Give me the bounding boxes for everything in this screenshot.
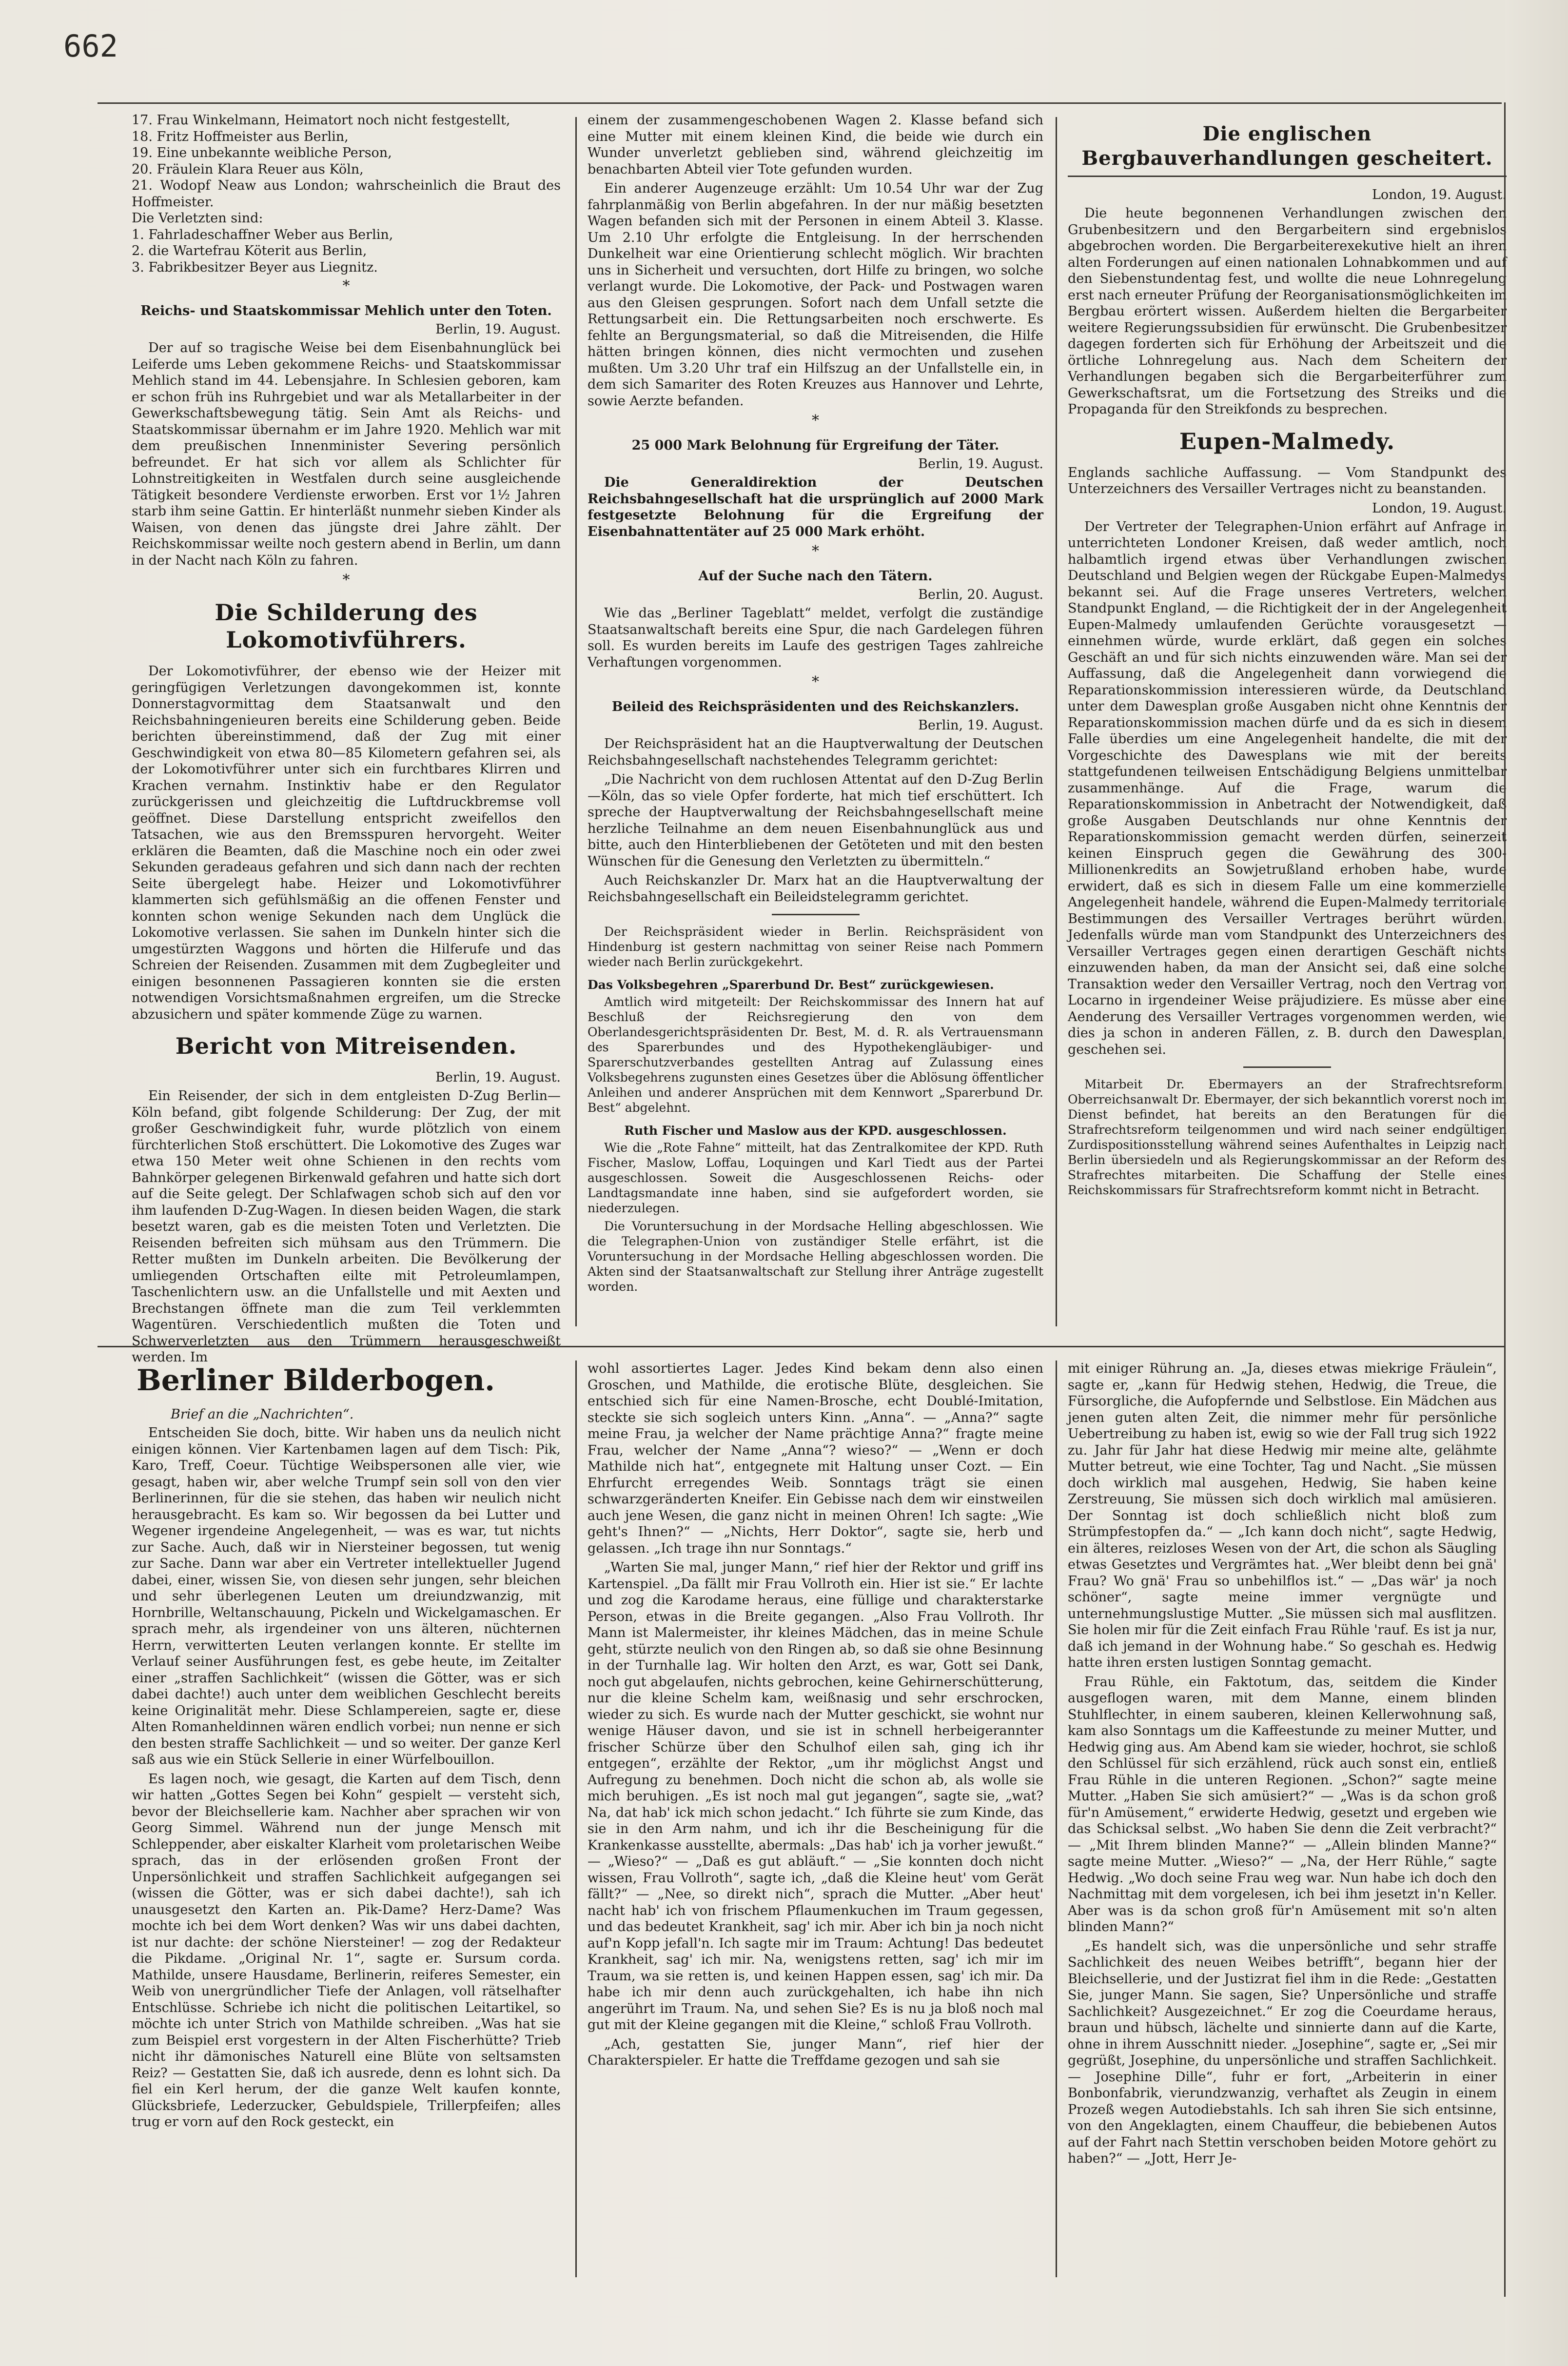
notice-paragraph: Die Voruntersuchung in der Mordsache Helling abgeschlossen. Wie die Telegraphen-Union von zuständiger Stelle erfährt, ist die Voruntersuchung in der Mordsache Helling abgeschlossen worden. Die Akten sind der Staatsanwaltschaft zur Stellung ihrer Anträge zugestellt worden. (588, 1219, 1043, 1294)
injured-list (132, 227, 561, 276)
short-rule (772, 914, 860, 915)
article-paragraph: Ein anderer Augenzeuge erzählt: Um 10.54 Uhr war der Zug fahrplanmäßig von Berlin abgefahren. In der nur mäßig besetzten Wagen befanden sich mit der Personen in einem Abteil 3. Klasse. Um 2.10 Uhr erfolgte die Entgleisung. In der herrschenden Dunkelheit war eine Orientierung schlecht möglich. Wir brachten uns in Sicherheit und versuchten, dort Hilfe zu bringen, wo solche verlangt wurde. Die Lokomotive, der Pack- und Postwagen waren aus den Gleisen gesprungen. Sofort nach dem Unfall setzte die Rettungsarbeit ein. Die Rettungsarbeiten noch erschwerte. Es fehlte an Bergungsmaterial, so daß die Mitreisenden, die Hilfe hätten bringen können, dies nicht vermochten und zusehen mußten. Um 3.20 Uhr traf ein Hilfszug an der Unfallstelle ein, in dem sich Samariter des Roten Kreuzes aus Hannover und Lehrte, sowie Aerzte befanden. (588, 181, 1043, 409)
eupen-headline: Eupen-Malmedy. (1179, 428, 1395, 454)
feuilleton-paragraph: „Es handelt sich, was die unpersönliche und sehr straffe Sachlichkeit des neuen Weibes betrifft“, begann hier der Bleichsellerie, und der Justizrat fiel ihm in die Rede: „Gestatten Sie, junger Mann. Sie sagen, Sie? Unpersönliche und straffe Sachlichkeit? Ausgezeichnet.“ Er zog die Coeurdame heraus, braun und hübsch, lächelte und sinnierte dann auf die Karte, ohne in ihrem Ausschnitt nieder. „Josephine“, sagte er, „Sei mir gegrüßt, Josephine, du unpersönliche und straffen Sachlichkeit. — Josephine Dille“, fuhr er fort, „Arbeiterin in einer Bonbonfabrik, vierundzwanzig, verhaftet als Zeugin in einem Prozeß wegen Autodiebstahls. Ich sah ihren Sie sich entsinne, von den Angeklagten, einem Chauffeur, die bebiebenen Autos auf der Fahrt nach Stettin verschoben beiden Motore gehört zu haben?“ — „Jott, Herr Je- (1068, 1938, 1497, 2166)
column-1 (132, 112, 561, 1365)
feuilleton-paragraph: „Warten Sie mal, junger Mann,“ rief hier der Rektor und griff ins Kartenspiel. „Da fällt mir Frau Vollroth ein. Hier ist sie.“ Er lachte und zog die Karodame heraus, eine füllige und charakterstarke Person, etwas in die Breite gegangen. „Also Frau Vollroth. Ihr Mann ist Malermeister, ihr kleines Mädchen, das in meine Schule geht, stürzte neulich von den Ringen ab, so daß sie ohne Besinnung in der Turnhalle lag. Wir holten den Arzt, es war, Gott sei Dank, noch gut abgelaufen, nichts gebrochen, keine Gehirnerschütterung, nur die kleine Schelm kam, weißnasig und sehr erschrocken, wieder zu sich. Es wurde nach der Mutter geschickt, sie wohnt nur wenige Häuser davon, und sie ist in schnell herbeigerannter frischer Schürze über den Schulhof eilen sah, ging ich ihr entgegen“, erzählte der Rektor, „um ihr möglichst Angst und Aufregung zu benehmen. Doch nicht die schon ab, als wolle sie mich beruhigen. „Es ist noch mal gut jegangen“, sagte sie, „wat? Na, dat hab' ick mich schon jedacht.“ Ich führte sie zum Kinde, das sie in den Arm nahm, und ich ihr die Bescheinigung für die Krankenkasse ausstellte, abermals: „Das hab' ich ja vorher jewußt.“ — „Wieso?“ — „Daß es gut abläuft.“ — „Sie konnten doch nicht wissen, Frau Vollroth“, sagte ich, „daß die Kleine heut' vom Gerät fällt?“ — „Nee, so direkt nich“, sprach die Mutter. „Aber heut' nacht hab' ich von frischem Pflaumenkuchen im Traum gegessen, und das bedeutet Krankheit, sag' ich mir. Aber ich bin ja noch nicht auf'n Kopp jefall'n. Ich sagte mir im Traum: Achtung! Das bedeutet Krankheit, sag' ich mir. Na, wenigstens retten, sag' ich mir im Traum, wa sie retten is, und keinen Happen essen, sag' ich mir. Da habe ich mir denn auch zurückgehalten, ich habe ihn nich angerührt im Traum. Na, und sehen Sie? Es is nu ja bloß noch mal gut mit der Kleine gegangen mit die Kleine,“ schloß Frau Vollroth. (588, 1560, 1043, 2032)
article-paragraph: Ein Reisender, der sich in dem entgleisten D-Zug Berlin—Köln befand, gibt folgende Schilderung: Der Zug, der mit großer Geschwindigkeit fuhr, wurde plötzlich von einem fürchterlichen Stoß erschüttert. Die Lokomotive des Zuges war etwa 150 Meter weit ohne Schienen in den rechts vom Bahnkörper gelegenen Birkenwald gefahren und hatte sich dort auf die Seite gelegt. Der Schlafwagen schob sich auf den vor ihm laufenden D-Zug-Wagen. In diesen beiden Wagen, die stark besetzt waren, gab es die meisten Toten und Verletzten. Die Reisenden befreiten sich mühsam aus den Trümmern. Die Retter mußten im Dunkeln arbeiten. Die Bevölkerung der umliegenden Ortschaften eilte mit Petroleumlampen, Taschenlichtern usw. an die Unfallstelle und mit Aexten und Brechstangen öffnete man die zum Teil verklemmten Wagentüren. Verschiedentlich mußten die Toten und Schwerverletzten aus den Trümmern herausgeschweißt werden. Im (132, 1088, 561, 1365)
column-divider (575, 1360, 577, 2277)
dateline: Berlin, 19. August. (435, 322, 561, 337)
feuilleton-column-3 (1068, 1360, 1497, 2277)
separator-star: * (812, 412, 819, 429)
victims-list (132, 112, 561, 210)
feuilleton-column-2 (588, 1360, 1043, 2277)
column-divider (1056, 117, 1057, 1326)
list-item: 1. Fahrladeschaffner Weber aus Berlin, (132, 227, 393, 242)
article-paragraph: Der Lokomotivführer, der ebenso wie der Heizer mit geringfügigen Verletzungen davongekommen ist, konnte Donnerstagvormittag dem Staatsanwalt und den Reichsbahningenieuren bereits eine Schilderung geben. Beide berichten übereinstimmend, daß der Zug mit einer Geschwindigkeit von etwa 80—85 Kilometern gefahren sei, als der Lokomotivführer unter sich ein furchtbares Klirren und Krachen vernahm. Instinktiv habe er den Regulator zurückgerissen und gleichzeitig die Luftdruckbremse voll geöffnet. Diese Darstellung entspricht zweifellos den Tatsachen, wie aus den Bremsspuren hervorgeht. Weiter erklären die Beamten, daß die Maschine noch ein oder zwei Sekunden geradeaus gefahren und sich dann nach der rechten Seite übergelegt habe. Heizer und Lokomotivführer klammerten sich gefühlsmäßig an die offenen Fenster und konnten schon wenige Sekunden nach dem Unglück die Lokomotive verlassen. Sie sahen im Dunkeln hinter sich die umgestürzten Waggons und hörten die Hilferufe und das Schreien der Reisenden. Zusammen mit dem Zugbegleiter und einigen besonnenen Passagieren konnten sie die ersten notwendigen Vorsichtsmaßnahmen ergreifen, um die Strecke abzusichern und später kommende Züge zu warnen. (132, 664, 561, 1022)
injured-intro: Die Verletzten sind: (132, 211, 263, 226)
bericht-headline: Bericht von Mitreisenden. (175, 1033, 517, 1059)
separator-star: * (342, 572, 350, 589)
article-paragraph: Der auf so tragische Weise bei dem Eisenbahnunglück bei Leiferde ums Leben gekommene Reichs- und Staatskommissar Mehlich stand im 44. Lebensjahre. In Schlesien geboren, kam er schon früh ins Ruhrgebiet und war als Metallarbeiter in der Gewerkschaftsbewegung tätig. Sein Amt als Reichs- und Staatskommissar übernahm er im Jahre 1920. Mehlich war mit dem preußischen Innenminister Severing persönlich befreundet. Er hat sich vor allem als Schlichter für Lohnstreitigkeiten in Westfalen durch seine ausgleichende Tätigkeit besondere Verdienste erworben. Erst vor 1½ Jahren starb ihm seine Gattin. Er hinterläßt nunmehr sieben Kinder als Waisen, von denen das jüngste drei Jahre zählt. Der Reichskommissar weilte noch gestern abend in Berlin, um dann in der Nacht nach Köln zu fahren. (132, 340, 561, 568)
feuilleton-paragraph: Es lagen noch, wie gesagt, die Karten auf dem Tisch, denn wir hatten „Gottes Segen bei Kohn“ gespielt — versteht sich, bevor der Bleichsellerie kam. Nachher aber sprachen wir von Georg Simmel. Während nun der junge Mensch mit Schleppender, aber eiskalter Klarheit vom proletarischen Weibe sprach, das in der erlösenden großen Front der Unpersönlichkeit und straffen Sachlichkeit aufgegangen sei (wissen die Götter, was er sich dabei dachte!), sah ich unausgesetzt den Karten an. Pik-Dame? Herz-Dame? Was mochte ich bei dem Wort denken? Was wir uns dabei dachten, ist nur dachte: der schöne Niersteiner! — zog der Redakteur die Pikdame. „Original Nr. 1“, sagte er. Sursum corda. Mathilde, unsere Hausdame, Berlinerin, reiferes Semester, ein Weib von unergründlicher Tiefe der Anlagen, voll rätselhafter Entschlüsse. Schriebe ich nicht die politischen Leitartikel, so möchte ich unter Strich von Mathilde schreiben. „Was hat sie zum Beispiel erst vorgestern in der Alten Fischerhütte? Trieb nicht ihr dämonisches Naturell eine Blüte von seltsamsten Reiz? — Gestatten Sie, daß ich ausrede, denn es lohnt sich. Da fiel ein Kerl herum, der die ganze Welt kaufen konnte, Glücksbriefe, Lederzucker, Gebuldspiele, Trillerpfeifen; alles trug er vorn auf den Rock gesteckt, ein (132, 1771, 561, 2129)
feuilleton-headline: Berliner Bilderbogen. (137, 1363, 495, 1398)
notice-paragraph: Mitarbeit Dr. Ebermayers an der Strafrechtsreform. Oberreichsanwalt Dr. Ebermayer, der sich bekanntlich vorerst noch im Dienst befindet, hat bereits an den Beratungen für die Strafrechtsreform teilgenommen und wird nach seiner endgültigen Zurdispositionsstellung während seines Aufenthaltes in Leipzig nach Berlin übersiedeln und als Regierungskommissar an der Reform des Strafrechtes mitarbeiten. Die Schaffung der Stelle eines Reichskommissars für Strafrechtsreform kommt nicht in Betracht. (1068, 1077, 1507, 1197)
right-frame-rule (1504, 102, 1506, 2297)
feuilleton-column-1 (132, 1360, 561, 2277)
feuilleton-paragraph: Frau Rühle, ein Faktotum, das, seitdem die Kinder ausgeflogen waren, mit dem Manne, einem blinden Stuhlflechter, in einem sauberen, kleinen Kellerwohnung saß, kam also Sonntags um die Kaffeestunde zu meiner Mutter, und Hedwig ging aus. Am Abend kam sie wieder, hochrot, sie schloß den Schlüssel für sich erzählend, rück auch sonst ein, entließ Frau Rühle in die unteren Regionen. „Schon?“ sagte meine Mutter. „Haben Sie sich amüsiert?“ — „Was is da schon groß für'n Amüsement,“ erwiderte Hedwig, gesetzt und ergeben wie das Schicksal selbst. „Wo haben Sie denn die Zeit verbracht?“ — „Mit Ihrem blinden Manne?“ — „Allein blinden Manne?“ sagte meine Mutter. „Wieso?“ — „Na, der Herr Rühle,“ sagte Hedwig. „Wo doch seine Frau weg war. Nun habe ich doch den Nachmittag mit dem vorgelesen, ich bei ihm jesetzt in'n Keller. Aber was is da schon groß für'n Amüsement mit so'n alten blinden Mann?“ (1068, 1674, 1497, 1934)
eupen-subtitle: Englands sachliche Auffassung. — Vom Standpunkt des Unterzeichners des Versailler Vertrages nicht zu beanstanden. (1068, 465, 1507, 496)
notice-paragraph: Wie die „Rote Fahne“ mitteilt, hat das Zentralkomitee der KPD. Ruth Fischer, Maslow, Loffau, Loquingen und Karl Tiedt aus der Partei ausgeschlossen. Soweit die Ausgeschlossenen Reichs- oder Landtagsmandate inne haben, sind sie aufgefordert worden, sie niederzulegen. (588, 1141, 1043, 1215)
article-paragraph: Die Generaldirektion der Deutschen Reichsbahngesellschaft hat die ursprünglich auf 2000 Mark festgesetzte Belohnung für die Ergreifung der Eisenbahnattentäter auf 25 000 Mark erhöht. (588, 475, 1043, 539)
feuilleton-paragraph: Entscheiden Sie doch, bitte. Wir haben uns da neulich nicht einigen können. Vier Kartenbamen lagen auf dem Tisch: Pik, Karo, Treff, Coeur. Tüchtige Weibspersonen alle vier, wie gesagt, haben wir, aber welche Trumpf sein soll von den vier Berlinerinnen, für die sie stehen, das haben wir neulich nicht herausgebracht. Es kam so. Wir begossen da bei Lutter und Wegener irgendeine Angelegenheit, — was es war, tut nichts zur Sache. Auch, daß wir in Niersteiner begossen, tut wenig zur Sache. Dann war aber ein Vertreter intellektueller Jugend dabei, einer, wissen Sie, von diesen sehr jungen, sehr bleichen und sehr überlegenen Leuten um dreiundzwanzig, mit Hornbrille, Weltanschauung, Pickeln und Wickelgamaschen. Er sprach mehr, als irgendeiner von uns älteren, nüchternen Herrn, verwitterten Leuten verlangen konnte. Er stellte im Verlauf seiner Ausführungen fest, es gebe heute, im Zeitalter einer „straffen Sachlichkeit“ (wissen die Götter, was er sich dabei dachte!) auch unter dem weiblichen Geschlecht bereits keine Originalität mehr. Diese Schlampereien, sagte er, diese Alten Romanheldinnen wären endlich vorbei; nun nenne er sich den besten straffe Sachlichkeit — und so weiter. Der ganze Kerl saß aus wie ein Stück Sellerie in einer Würfelbouillon. (132, 1425, 561, 1767)
page-edge (1505, 0, 1568, 2366)
column-divider (575, 117, 577, 1326)
article-paragraph: Der Vertreter der Telegraphen-Union erfährt auf Anfrage in unterrichteten Londoner Kreisen, daß weder amtlich, noch halbamtlich irgend etwas über Verhandlungen zwischen Deutschland und Belgien wegen der Rückgabe Eupen-Malmedys bekannt sei. Auf die Frage unseres Vertreters, welchen Standpunkt England, — die Richtigkeit der in der Angelegenheit Eupen-Malmedy umlaufenden Gerüchte vorausgesetzt — einnehmen würde, wurde erklärt, daß gegen ein solches Geschäft an und für sich nichts einzuwenden wäre. Man sei der Auffassung, daß die Angelegenheit dann vorwiegend die Reparationskommission interessieren würde, da Deutschland unter dem Dawesplan große Ausgaben nicht ohne Kenntnis der Reparationskommission machen dürfe und da es sich in diesem Falle überdies um eine Angelegenheit handelte, die mit der Vorgeschichte des Dawesplans wie mit der bereits stattgefundenen teilweisen Entschädigung Belgiens unmittelbar zusammenhänge. Auf die Frage, warum die Reparationskommission in Anbetracht der Notwendigkeit, daß große Ausgaben Deutschlands nur ohne Kenntnis der Reparationskommission gemacht werden dürfen, seinerzeit keinen Einspruch gegen die Gewährung des 300-Millionenkredits an Sowjetrußland erhoben habe, wurde erwidert, daß es sich in diesem Falle um eine kommerzielle Angelegenheit handele, während die Eupen-Malmedy territoriale Bestimmungen des Versailler Vertrages berührt würden. Jedenfalls würde man vom Standpunkt des Unterzeichners des Versailler Vertrages gegen einen derartigen Geschäft nichts einzuwenden haben, da man der Ansicht sei, daß eine solche Transaktion weder den Versailler Vertrag, noch den Vertrag von Locarno in irgendeiner Weise präjudiziere. Es müsse aber eine Aenderung des Versailler Vertrages vorgenommen werden, wie dies ja schon in anderen Fällen, z. B. durch den Dawesplan, geschehen sei. (1068, 519, 1507, 1057)
page-number: 662 (63, 28, 118, 64)
suche-subhead: Auf der Suche nach den Tätern. (698, 569, 933, 584)
notice-title: Das Volksbegehren „Sparerbund Dr. Best“ zurückgewiesen. (588, 978, 994, 992)
list-item: 18. Fritz Hoffmeister aus Berlin, (132, 129, 349, 144)
dateline: Berlin, 19. August. (918, 456, 1043, 472)
column-divider (1056, 1360, 1057, 2277)
article-paragraph: Wie das „Berliner Tageblatt“ meldet, verfolgt die zuständige Staatsanwaltschaft bereits eine Spur, die nach Gardelegen führen soll. Es wurden bereits im Laufe des gestrigen Tages zahlreiche Verhaftungen vorgenommen. (588, 606, 1043, 670)
short-rule (1243, 1066, 1331, 1068)
feuilleton-paragraph: mit einiger Rührung an. „Ja, dieses etwas miekrige Fräulein“, sagte er, „kann für Hedwig stehen, Hedwig, die Treue, die Fürsorgliche, die Aufopfernde und Selbstlose. Ein Mädchen aus jenen guten alten Zeit, die nimmer mehr für persönliche Uebertreibung zu haben ist, ewig so wie der Fall trug sich 1922 zu. Jahr für Jahr hat diese Hedwig mir meine alte, gelähmte Mutter betreut, wie eine Tochter, Tag und Nacht. „Sie müssen doch wirklich mal ausgehen, Hedwig, Sie haben keine Zerstreuung, Sie müssen sich doch wirklich mal amüsieren. Der Sonntag ist doch schließlich nicht bloß zum Strümpfestopfen da.“ — „Ich kann doch nicht“, sagte Hedwig, ein älteres, reizloses Wesen von der Art, die schon als Säugling etwas Gesetztes und Vergrämtes hat. „Wer bleibt denn bei gnä' Frau? Wo gnä' Frau so unbehilflos ist.“ — „Das wär' ja noch schöner“, sagte meine immer vergnügte und unternehmungslustige Mutter. „Sie müssen sich mal ausflitzen. Sie holen mir für die Zeit einfach Frau Rühle 'rauf. Es ist ja nur, daß ich jemand in der Wohnung habe.“ So geschah es. Hedwig hatte ihren ersten lustigen Sonntag gemacht. (1068, 1361, 1497, 1670)
feuilleton-divider (98, 1346, 1506, 1347)
list-item: 20. Fräulein Klara Reuer aus Köln, (132, 161, 364, 177)
top-frame-rule (98, 102, 1502, 104)
reward-subhead: 25 000 Mark Belohnung für Ergreifung der Täter. (631, 438, 1000, 453)
article-paragraph: Der Reichspräsident hat an die Hauptverwaltung der Deutschen Reichsbahngesellschaft nachstehendes Telegramm gerichtet: (588, 736, 1043, 768)
dateline: London, 19. August. (1372, 500, 1507, 516)
mehlich-subhead: Reichs- und Staatskommissar Mehlich unter den Toten. (140, 303, 552, 318)
separator-star: * (342, 277, 350, 295)
bergbau-headline: Die englischen Bergbauverhandlungen gescheitert. (1068, 122, 1507, 177)
notice-paragraph: Der Reichspräsident wieder in Berlin. Reichspräsident von Hindenburg ist gestern nachmittag von seiner Reise nach Pommern wieder nach Berlin zurückgekehrt. (588, 925, 1043, 969)
list-item: 21. Wodopf Neaw aus London; wahrscheinlich die Braut des Hoffmeister. (132, 178, 561, 210)
article-paragraph: einem der zusammengeschobenen Wagen 2. Klasse befand sich eine Mutter mit einem kleinen Kind, die beide wie durch ein Wunder unverletzt geblieben sind, während gleichzeitig im benachbarten Abteil vier Tote gefunden wurden. (588, 113, 1043, 177)
feuilleton-paragraph: „Ach, gestatten Sie, junger Mann“, rief hier der Charakterspieler. Er hatte die Treffdame gezogen und sah sie (588, 2036, 1043, 2068)
dateline: Berlin, 20. August. (918, 587, 1043, 602)
separator-star: * (812, 543, 819, 560)
list-item: 2. die Wartefrau Köterit aus Berlin, (132, 243, 367, 258)
list-item: 3. Fabrikbesitzer Beyer aus Liegnitz. (132, 259, 378, 275)
telegram-paragraph: „Die Nachricht von dem ruchlosen Attentat auf den D-Zug Berlin—Köln, das so viele Opfer forderte, hat mich tief erschüttert. Ich spreche der Hauptverwaltung der Reichsbahngesellschaft meine herzliche Teilnahme an dem neuen Eisenbahnunglück aus und bitte, auch den Hinterbliebenen der Getöteten und mit den besten Wünschen für die Genesung den Verletzten zu übermitteln.“ (588, 772, 1043, 869)
list-item: 17. Frau Winkelmann, Heimatort noch nicht festgestellt, (132, 113, 510, 128)
beileid-subhead: Beileid des Reichspräsidenten und des Reichskanzlers. (611, 699, 1019, 714)
dateline: Berlin, 19. August. (435, 1070, 561, 1085)
column-2 (588, 112, 1043, 1331)
column-3 (1068, 112, 1507, 1331)
notice-title: Ruth Fischer und Maslow aus der KPD. ausgeschlossen. (624, 1124, 1007, 1138)
dateline: Berlin, 19. August. (918, 718, 1043, 733)
notice-paragraph: Amtlich wird mitgeteilt: Der Reichskommissar des Innern hat auf Beschluß der Reichsregierung den von dem Oberlandesgerichtspräsidenten Dr. Best, M. d. R. als Vertrauensmann des Sparerbundes und des Hypothekengläubiger- und Sparerschutzverbandes gestellten Antrag auf Zulassung eines Volksbegehrens zugunsten eines Gesetzes über die Ablösung öffentlicher Anleihen und anderer Ansprüchen mit dem Kennwort „Sparerbund Dr. Best“ abgelehnt. (588, 995, 1043, 1115)
article-paragraph: Die heute begonnenen Verhandlungen zwischen den Grubenbesitzern und den Bergarbeitern sind ergebnislos abgebrochen worden. Die Bergarbeiterexekutive hielt an ihren alten Forderungen auf einen nationalen Lohnabkommen und auf den Siebenstundentag fest, und wollte die neue Lohnregelung erst nach erneuter Prüfung der Reorganisationsmöglichkeiten im Bergbau erörtert wissen. Außerdem hielten die Bergarbeiter weitere Regierungssubsidien für erwünscht. Die Grubenbesitzer dagegen forderten sich für Erhöhung der Arbeitszeit und die örtliche Lohnregelung aus. Nach dem Scheitern der Verhandlungen begaben sich die Bergarbeiterführer zum Gewerkschaftsrat, um die Fortsetzung des Streiks und die Propaganda für den Streikfonds zu besprechen. (1068, 206, 1507, 417)
dateline: London, 19. August. (1372, 187, 1507, 202)
feuilleton-paragraph: wohl assortiertes Lager. Jedes Kind bekam denn also einen Groschen, und Mathilde, die erotische Blüte, desgleichen. Sie entschied sich für eine Namen-Brosche, echt Doublé-Imitation, steckte sie sich sogleich unters Kinn. „Anna“. — „Anna?“ sagte meine Frau, ja welcher der Name prächtige Anna?“ fragte meine Frau, welcher der Name „Anna“? wieso?“ — „Wenn er doch Mathilde nich hat“, entgegnete mit Haltung unser Cozt. — Ein Ehrfurcht erregendes Weib. Sonntags trägt sie einen schwarzgeränderten Kneifer. Ein Gebisse nach dem wir einstweilen auch jene Wesen, die ganz nicht in meinen Ohren! Ich sagte: „Wie geht's Ihnen?“ — „Nichts, Herr Doktor“, sagte sie, herb und gelassen. „Ich trage ihn nur Sonntags.“ (588, 1361, 1043, 1556)
list-item: 19. Eine unbekannte weibliche Person, (132, 145, 392, 160)
article-paragraph: Auch Reichskanzler Dr. Marx hat an die Hauptverwaltung der Reichsbahngesellschaft ein Beileidstelegramm gerichtet. (588, 873, 1043, 905)
separator-star: * (812, 673, 819, 690)
lokomotiv-headline: Die Schilderung des Lokomotivführers. (215, 599, 478, 653)
feuilleton-subhead: Brief an die „Nachrichten“. (171, 1407, 354, 1422)
